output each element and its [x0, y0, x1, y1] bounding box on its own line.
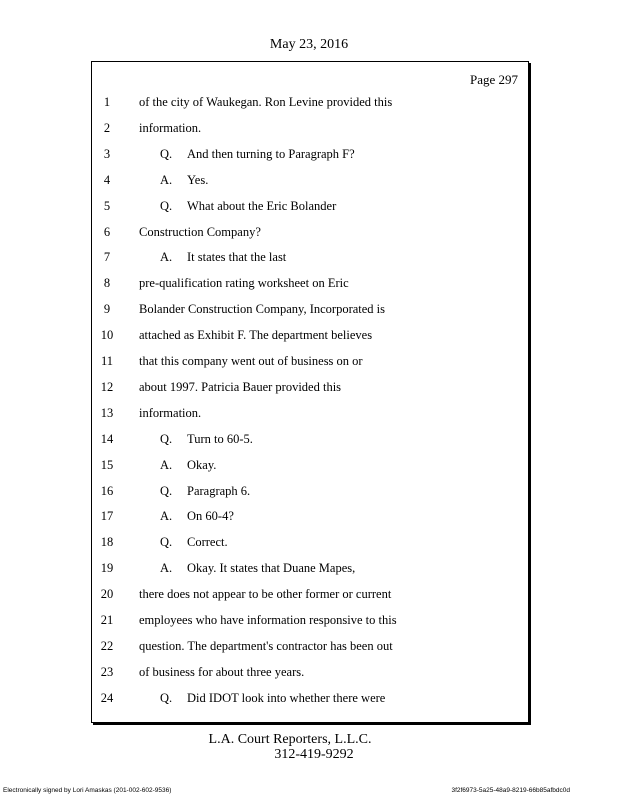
line-number: 1	[103, 95, 111, 109]
qa-marker: Q.	[160, 690, 173, 705]
line-number: 2	[103, 120, 111, 135]
line-text: that this company went out of business on or	[139, 354, 363, 368]
line-text: On 60-4?	[187, 509, 234, 524]
line-number: 6	[103, 224, 111, 239]
line-number: 11	[100, 354, 114, 368]
qa-marker: Q.	[160, 535, 173, 550]
line-number: 18	[100, 535, 114, 550]
line-number: 9	[103, 302, 111, 317]
line-text: Okay. It states that Duane Mapes,	[187, 561, 356, 576]
line-text: Okay.	[187, 457, 217, 472]
qa-marker: A.	[160, 509, 173, 524]
line-number: 15	[100, 457, 114, 472]
line-text: of the city of Waukegan. Ron Levine provided this	[139, 95, 393, 109]
line-text: Construction Company?	[139, 224, 261, 239]
line-number: 19	[100, 561, 114, 576]
line-number: 20	[100, 587, 114, 602]
line-number: 21	[100, 613, 114, 627]
line-number: 7	[103, 250, 111, 265]
electronic-signature: Electronically signed by Lori Amaskas (201-002-602-9536)	[3, 787, 172, 794]
qa-marker: A.	[160, 250, 173, 265]
line-text: information.	[139, 405, 202, 420]
line-number: 5	[103, 198, 111, 213]
line-text: pre-qualification rating worksheet on Eric	[139, 276, 349, 291]
line-number: 14	[100, 431, 114, 446]
line-text: question. The department's contractor has been out	[139, 638, 393, 653]
line-text: Turn to 60-5.	[187, 431, 253, 446]
line-text: Yes.	[187, 172, 209, 187]
qa-marker: A.	[160, 561, 173, 576]
qa-marker: Q.	[160, 431, 173, 446]
qa-marker: Q.	[160, 198, 173, 213]
line-number: 16	[100, 483, 114, 498]
line-number: 23	[100, 664, 114, 679]
line-text: there does not appear to be other former or current	[139, 587, 392, 602]
line-number: 17	[100, 509, 114, 524]
line-text: information.	[139, 120, 202, 135]
transcript-page	[91, 61, 529, 723]
line-text: It states that the last	[187, 250, 287, 265]
transcript-date: May 23, 2016	[269, 37, 349, 52]
qa-marker: A.	[160, 172, 173, 187]
reporter-phone: 312-419-9292	[274, 747, 354, 762]
line-text: What about the Eric Bolander	[187, 198, 337, 213]
qa-marker: A.	[160, 457, 173, 472]
reporter-company: L.A. Court Reporters, L.L.C.	[208, 732, 372, 747]
qa-marker: Q.	[160, 483, 173, 498]
line-text: about 1997. Patricia Bauer provided this	[139, 379, 342, 394]
document-hash: 3f2f6973-5a25-48a9-8219-66b85afbdc0d	[451, 787, 570, 794]
line-number: 13	[100, 405, 114, 420]
line-text: Did IDOT look into whether there were	[187, 690, 386, 705]
qa-marker: Q.	[160, 146, 173, 161]
line-number: 8	[103, 276, 111, 291]
line-number: 12	[100, 379, 114, 394]
line-text: Correct.	[187, 535, 228, 550]
line-number: 22	[100, 638, 114, 653]
line-text: And then turning to Paragraph F?	[187, 146, 355, 161]
line-text: Bolander Construction Company, Incorporated is	[139, 302, 386, 317]
line-number: 4	[103, 172, 111, 187]
line-text: employees who have information responsive to this	[139, 613, 397, 627]
line-number: 10	[100, 328, 114, 343]
line-number: 24	[100, 690, 114, 705]
page-number: Page 297	[469, 72, 518, 87]
line-text: of business for about three years.	[139, 664, 305, 679]
line-text: Paragraph 6.	[187, 483, 251, 498]
line-text: attached as Exhibit F. The department believes	[139, 328, 373, 343]
line-number: 3	[103, 146, 111, 161]
